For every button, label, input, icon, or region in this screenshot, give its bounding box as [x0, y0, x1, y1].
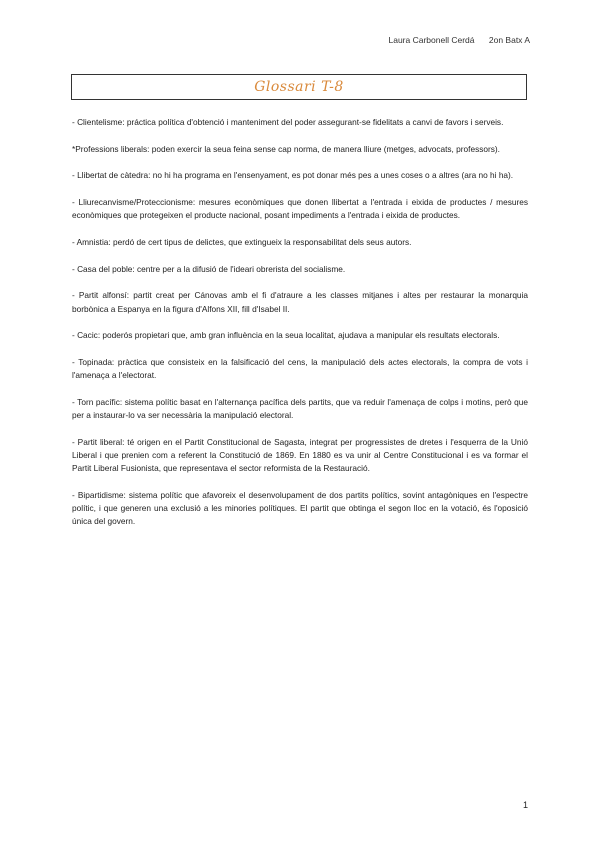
page-title: Glossari T-8 [254, 79, 344, 95]
class-label: 2on Batx A [488, 35, 530, 45]
glossary-list [72, 116, 528, 542]
glossary-entry-partit-liberal: - Partit liberal: té origen en el Partit Constitucional de Sagasta, integrat per progressistes de dretes i l'esquerra de la Unió Liberal i que prenien com a referent la Constitució de 1869. En 1880 es va unir al Centre Constitucional i es va formar el Partit Liberal Fusionista, que representava el sector reformista de la Restauració. [72, 436, 528, 474]
glossary-entry-casa-del-poble: - Casa del poble: centre per a la difusió de l'ideari obrerista del socialisme. [72, 263, 346, 274]
author-name: Laura Carbonell Cerdá [388, 35, 475, 45]
glossary-entry-partit-alfonsi: - Partit alfonsí: partit creat per Cánovas amb el fi d'atraure a les classes mitjanes i altes per restaurar la monarquia borbònica a Espanya en la figura d'Alfons XII, fill d'Isabel II. [72, 290, 528, 314]
glossary-entry-bipartidisme: - Bipartidisme: sistema polític que afavoreix el desenvolupament de dos partits polítics, sovint antagòniques en l'espectre polític, i que generen una exclusió a les minories polítiques. El partit que obtinga el segon lloc en la votació, és l'oposició única del govern. [72, 489, 528, 527]
glossary-entry-llibertat-de-catedra: - Llibertat de càtedra: no hi ha programa en l'ensenyament, es pot donar més pes a unes coses o a altres (ara no hi ha). [72, 170, 514, 181]
title-box [71, 74, 527, 100]
glossary-entry-amnistia: - Amnistia: perdó de cert tipus de delictes, que extingueix la responsabilitat dels seus autors. [72, 237, 412, 248]
glossary-entry-clientelisme: - Clientelisme: práctica política d'obtenció i manteniment del poder assegurant-se fidelitats a canvi de favors i serveis. [72, 117, 504, 127]
glossary-entry-professions-liberals: *Professions liberals: poden exercir la seua feina sense cap norma, de manera lliure (metges, advocats, professors). [72, 143, 500, 154]
glossary-entry-torn-pacific: - Torn pacífic: sistema polític basat en l'alternança pacífica dels partits, que va reduir l'amenaça de colps i motins, però que per a instaurar-lo va ser necessària la manipulació electoral. [72, 396, 528, 421]
page-header [389, 35, 531, 45]
page-number: 1 [522, 800, 528, 810]
glossary-entry-lliurecanvisme: - Lliurecanvisme/Proteccionisme: mesures econòmiques que donen llibertat a l'entrada i eixida de productes / mesures econòmiques que protegeixen el producte nacional, posant impediments a l'entrada i eixida de productes. [72, 197, 528, 221]
glossary-entry-topinada: - Topinada: pràctica que consisteix en la falsificació del cens, la manipulació dels actes electorals, la compra de vots i l'amenaça a l'electorat. [72, 357, 528, 381]
glossary-entry-cacic: - Cacic: poderós propietari que, amb gran influència en la seua localitat, ajudava a manipular els resultats electorals. [72, 330, 500, 341]
